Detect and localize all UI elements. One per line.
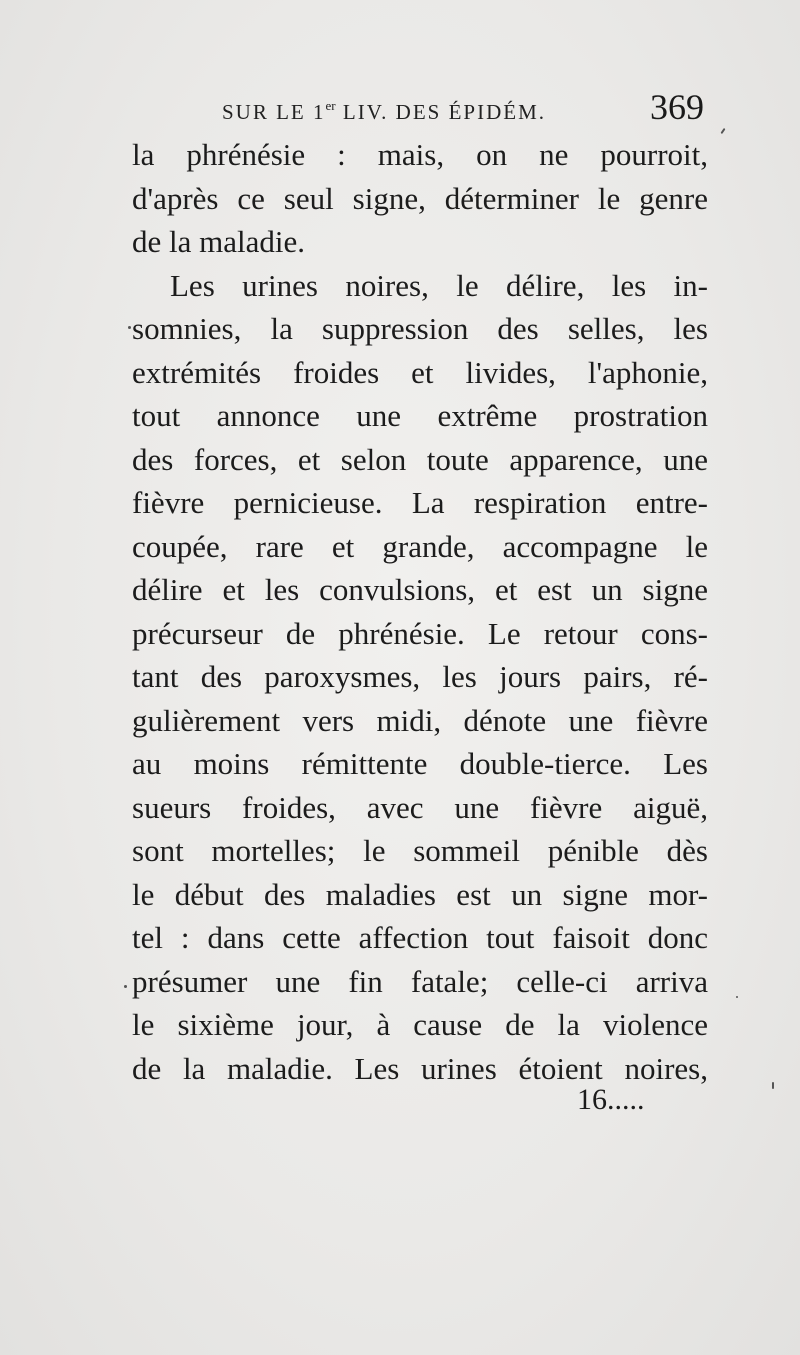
text-line: coupée, rare et grande, accompagne le — [132, 528, 708, 564]
text-line: présumer une fin fatale; celle-ci arriva — [132, 963, 708, 999]
text-line: tel : dans cette affection tout faisoit donc — [132, 920, 708, 955]
page-header — [222, 80, 722, 130]
text-line: précurseur de phrénésie. Le retour cons- — [132, 615, 708, 651]
text-line: extrémités froides et livides, l'aphonie, — [132, 354, 708, 390]
text-line: le sixième jour, à cause de la violence — [132, 1007, 708, 1042]
running-head-superscript: er — [325, 98, 336, 113]
text-line: des forces, et selon toute apparence, une — [132, 441, 708, 477]
text-line: au moins rémittente double-tierce. Les — [132, 746, 708, 781]
text-line: la phrénésie : mais, on ne pourroit, — [132, 137, 708, 172]
text-line: de la maladie. Les urines étoient noires, — [132, 1050, 708, 1086]
text-line: de la maladie. — [132, 224, 305, 259]
text-line: tout annonce une extrême prostration — [132, 398, 708, 433]
page-number: 369 — [650, 87, 704, 127]
catchword: 16..... — [577, 1083, 645, 1116]
text-line: d'après ce seul signe, déterminer le genre — [132, 180, 708, 216]
text-line: sont mortelles; le sommeil pénible dès — [132, 833, 708, 868]
text-line: somnies, la suppression des selles, les — [132, 311, 708, 346]
text-line: tant des paroxysmes, les jours pairs, ré- — [132, 659, 708, 694]
text-line: sueurs froides, avec une fièvre aiguë, — [132, 789, 708, 825]
text-line: le début des maladies est un signe mor- — [132, 876, 708, 912]
body-text — [132, 133, 708, 1090]
text-line: gulièrement vers midi, dénote une fièvre — [132, 702, 708, 738]
text-line: délire et les convulsions, et est un signe — [132, 572, 708, 607]
running-head-pre: SUR LE 1 — [222, 100, 326, 124]
paragraph-start-line: Les urines noires, le délire, les in- — [170, 267, 708, 303]
running-head-post: LIV. DES ÉPIDÉM. — [335, 100, 546, 124]
text-line: fièvre pernicieuse. La respiration entre- — [132, 485, 708, 520]
running-head — [222, 98, 546, 125]
